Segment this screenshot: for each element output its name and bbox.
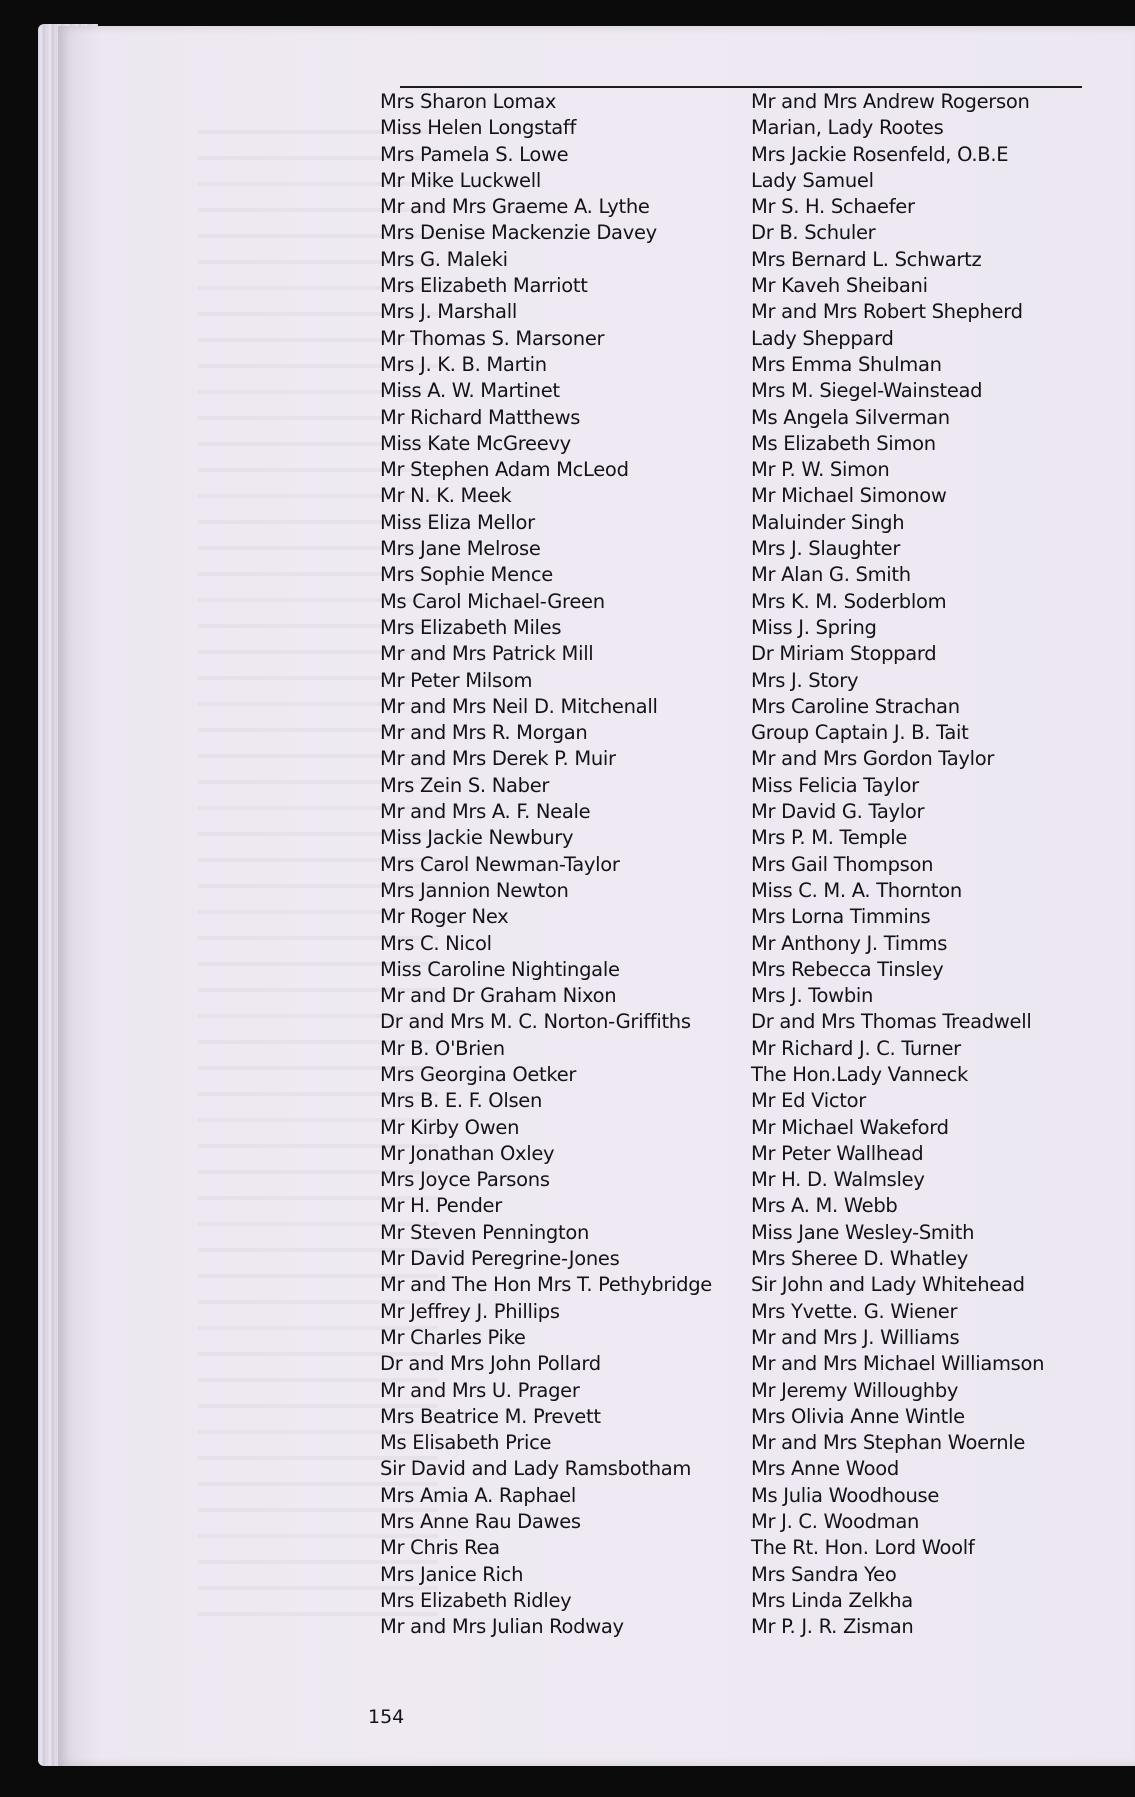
donor-name: Sir John and Lady Whitehead bbox=[751, 1273, 1025, 1297]
donor-name: Mrs Sharon Lomax bbox=[380, 90, 557, 113]
donor-name: Miss C. M. A. Thornton bbox=[751, 878, 962, 902]
donor-name: Mr Richard J. C. Turner bbox=[751, 1036, 961, 1060]
donor-name: Mrs J. Marshall bbox=[380, 300, 517, 324]
donor-name: Mr and Mrs Stephan Woernle bbox=[751, 1431, 1026, 1455]
donor-name: Ms Angela Silverman bbox=[751, 405, 950, 429]
donor-name: Mrs Olivia Anne Wintle bbox=[751, 1404, 965, 1428]
donor-name: Mrs Anne Rau Dawes bbox=[380, 1510, 581, 1534]
donor-name: Mrs C. Nicol bbox=[380, 931, 492, 955]
donor-name: Mrs Lorna Timmins bbox=[751, 905, 931, 929]
donor-name: Mr Peter Milsom bbox=[380, 668, 533, 692]
donor-name: Mrs J. K. B. Martin bbox=[380, 352, 547, 376]
donor-name: Mr and Mrs Gordon Taylor bbox=[751, 747, 995, 771]
donor-name: Mr and Mrs Graeme A. Lythe bbox=[380, 195, 650, 219]
donor-name: Mr Peter Wallhead bbox=[751, 1141, 924, 1165]
donor-name: Mr David G. Taylor bbox=[751, 800, 925, 824]
donor-name: Mr and Mrs Julian Rodway bbox=[380, 1615, 624, 1639]
donor-name: Mr P. J. R. Zisman bbox=[751, 1615, 914, 1639]
donor-name: Mrs Gail Thompson bbox=[751, 852, 934, 876]
donor-name: Mrs Elizabeth Ridley bbox=[380, 1588, 572, 1612]
donor-name: Dr and Mrs John Pollard bbox=[380, 1352, 601, 1376]
donor-name: Mrs Amia A. Raphael bbox=[380, 1483, 576, 1507]
donor-name: Mrs Jackie Rosenfeld, O.B.E bbox=[751, 142, 1009, 166]
donor-name: Mr and Mrs R. Morgan bbox=[380, 721, 588, 745]
donor-name: Mr Chris Rea bbox=[380, 1536, 500, 1560]
donor-name: Miss Jane Wesley-Smith bbox=[751, 1220, 975, 1244]
donor-name: Mr J. C. Woodman bbox=[751, 1510, 920, 1534]
donor-name: Mrs A. M. Webb bbox=[751, 1194, 898, 1218]
donor-name: Mr H. Pender bbox=[380, 1194, 502, 1218]
name-list-left bbox=[380, 89, 740, 1641]
donor-name: Mrs J. Story bbox=[751, 668, 859, 692]
donor-name: Mrs Jannion Newton bbox=[380, 878, 569, 902]
donor-name: Mrs Bernard L. Schwartz bbox=[751, 247, 982, 271]
donor-name: Mrs G. Maleki bbox=[380, 247, 508, 271]
donor-name: Mrs Carol Newman-Taylor bbox=[380, 852, 620, 876]
donor-name: Mr and The Hon Mrs T. Pethybridge bbox=[380, 1273, 713, 1297]
donor-name: Mrs Janice Rich bbox=[380, 1562, 524, 1586]
donor-name: Group Captain J. B. Tait bbox=[751, 721, 969, 745]
donor-name: Miss A. W. Martinet bbox=[380, 379, 560, 403]
donor-name: Mr Kaveh Sheibani bbox=[751, 274, 928, 298]
donor-name: Mrs M. Siegel-Wainstead bbox=[751, 379, 983, 403]
donor-name: Mr and Mrs Robert Shepherd bbox=[751, 300, 1023, 324]
donor-name: Miss J. Spring bbox=[751, 615, 877, 639]
name-list-right bbox=[751, 89, 1096, 1641]
donor-name: Mrs Joyce Parsons bbox=[380, 1168, 550, 1192]
donor-name: Mr H. D. Walmsley bbox=[751, 1168, 925, 1192]
donor-name: Miss Jackie Newbury bbox=[380, 826, 574, 850]
donor-name: Mrs B. E. F. Olsen bbox=[380, 1089, 543, 1113]
donor-name: Sir David and Lady Ramsbotham bbox=[380, 1457, 692, 1481]
top-rule bbox=[400, 86, 1082, 88]
donor-name: Mr Anthony J. Timms bbox=[751, 931, 948, 955]
donor-name: Mr Richard Matthews bbox=[380, 405, 581, 429]
donor-name: Mr Ed Victor bbox=[751, 1089, 866, 1113]
donor-name: Mr Steven Pennington bbox=[380, 1220, 590, 1244]
donor-name: Mr and Mrs Patrick Mill bbox=[380, 642, 594, 666]
donor-name: Marian, Lady Rootes bbox=[751, 116, 944, 140]
donor-name: Mr David Peregrine-Jones bbox=[380, 1247, 620, 1271]
donor-name: Mr and Dr Graham Nixon bbox=[380, 984, 617, 1008]
page-number: 154 bbox=[368, 1706, 405, 1728]
donor-name: Mrs J. Slaughter bbox=[751, 537, 901, 561]
donor-name: Dr and Mrs M. C. Norton-Griffiths bbox=[380, 1010, 691, 1034]
donor-name: Mrs Georgina Oetker bbox=[380, 1062, 577, 1086]
donor-name: Mrs Pamela S. Lowe bbox=[380, 142, 569, 166]
donor-name: Lady Samuel bbox=[751, 168, 874, 192]
donor-name: Mrs J. Towbin bbox=[751, 984, 874, 1008]
donor-name: Mrs Elizabeth Marriott bbox=[380, 274, 588, 298]
donor-name: Mr Jeremy Willoughby bbox=[751, 1378, 959, 1402]
donor-name: Ms Elisabeth Price bbox=[380, 1431, 552, 1455]
donor-name: Mr Alan G. Smith bbox=[751, 563, 911, 587]
donor-name: Mrs Emma Shulman bbox=[751, 352, 942, 376]
donor-name: Mrs Sheree D. Whatley bbox=[751, 1247, 969, 1271]
donor-name: Mrs Beatrice M. Prevett bbox=[380, 1404, 601, 1428]
donor-name: Miss Helen Longstaff bbox=[380, 116, 577, 140]
donor-name: Mr P. W. Simon bbox=[751, 458, 890, 482]
donor-name: Mr and Mrs Derek P. Muir bbox=[380, 747, 616, 771]
donor-name: Mr and Mrs A. F. Neale bbox=[380, 800, 591, 824]
donor-name: Mrs K. M. Soderblom bbox=[751, 589, 947, 613]
donor-name: Mr and Mrs Neil D. Mitchenall bbox=[380, 694, 658, 718]
donor-name: Lady Sheppard bbox=[751, 326, 894, 350]
donor-name: Mr Michael Wakeford bbox=[751, 1115, 949, 1139]
donor-name: Mrs Yvette. G. Wiener bbox=[751, 1299, 958, 1323]
donor-name: Mr Thomas S. Marsoner bbox=[380, 326, 605, 350]
donor-name: Ms Carol Michael-Green bbox=[380, 589, 605, 613]
donor-name: Mrs Elizabeth Miles bbox=[380, 615, 562, 639]
donor-name: Miss Felicia Taylor bbox=[751, 773, 919, 797]
donor-name: Ms Elizabeth Simon bbox=[751, 431, 936, 455]
donor-name: Mr and Mrs J. Williams bbox=[751, 1325, 960, 1349]
donor-name: Mr and Mrs Michael Williamson bbox=[751, 1352, 1045, 1376]
donor-name: Mrs P. M. Temple bbox=[751, 826, 908, 850]
donor-name: Mr Mike Luckwell bbox=[380, 168, 541, 192]
donor-name: Mr Roger Nex bbox=[380, 905, 509, 929]
donor-name: Mr and Mrs Andrew Rogerson bbox=[751, 90, 1030, 113]
donor-name: Mr Charles Pike bbox=[380, 1325, 526, 1349]
donor-name: Mr N. K. Meek bbox=[380, 484, 512, 508]
donor-name: Dr and Mrs Thomas Treadwell bbox=[751, 1010, 1032, 1034]
donor-name: Mrs Jane Melrose bbox=[380, 537, 541, 561]
donor-name: Mr and Mrs U. Prager bbox=[380, 1378, 580, 1402]
donor-name: Mrs Zein S. Naber bbox=[380, 773, 550, 797]
donor-name: Miss Caroline Nightingale bbox=[380, 957, 620, 981]
donor-name: Mr S. H. Schaefer bbox=[751, 195, 915, 219]
donor-name: Maluinder Singh bbox=[751, 510, 905, 534]
donor-name: Mr Jonathan Oxley bbox=[380, 1141, 555, 1165]
donor-name: The Hon.Lady Vanneck bbox=[751, 1062, 969, 1086]
donor-name: Mrs Sandra Yeo bbox=[751, 1562, 897, 1586]
donor-name: Ms Julia Woodhouse bbox=[751, 1483, 940, 1507]
donor-name: The Rt. Hon. Lord Woolf bbox=[751, 1536, 975, 1560]
donor-name: Mrs Denise Mackenzie Davey bbox=[380, 221, 657, 245]
donor-name: Miss Kate McGreevy bbox=[380, 431, 571, 455]
donor-name: Mrs Rebecca Tinsley bbox=[751, 957, 944, 981]
donor-name: Miss Eliza Mellor bbox=[380, 510, 535, 534]
donor-name: Mrs Sophie Mence bbox=[380, 563, 553, 587]
donor-name: Mr B. O'Brien bbox=[380, 1036, 505, 1060]
donor-name: Dr Miriam Stoppard bbox=[751, 642, 937, 666]
donor-name: Mr Stephen Adam McLeod bbox=[380, 458, 629, 482]
donor-name: Mr Michael Simonow bbox=[751, 484, 947, 508]
donor-name: Mrs Anne Wood bbox=[751, 1457, 899, 1481]
donor-name: Mrs Caroline Strachan bbox=[751, 694, 960, 718]
donor-name: Dr B. Schuler bbox=[751, 221, 876, 245]
donor-name: Mr Jeffrey J. Phillips bbox=[380, 1299, 560, 1323]
donor-name: Mr Kirby Owen bbox=[380, 1115, 520, 1139]
donor-name: Mrs Linda Zelkha bbox=[751, 1588, 913, 1612]
